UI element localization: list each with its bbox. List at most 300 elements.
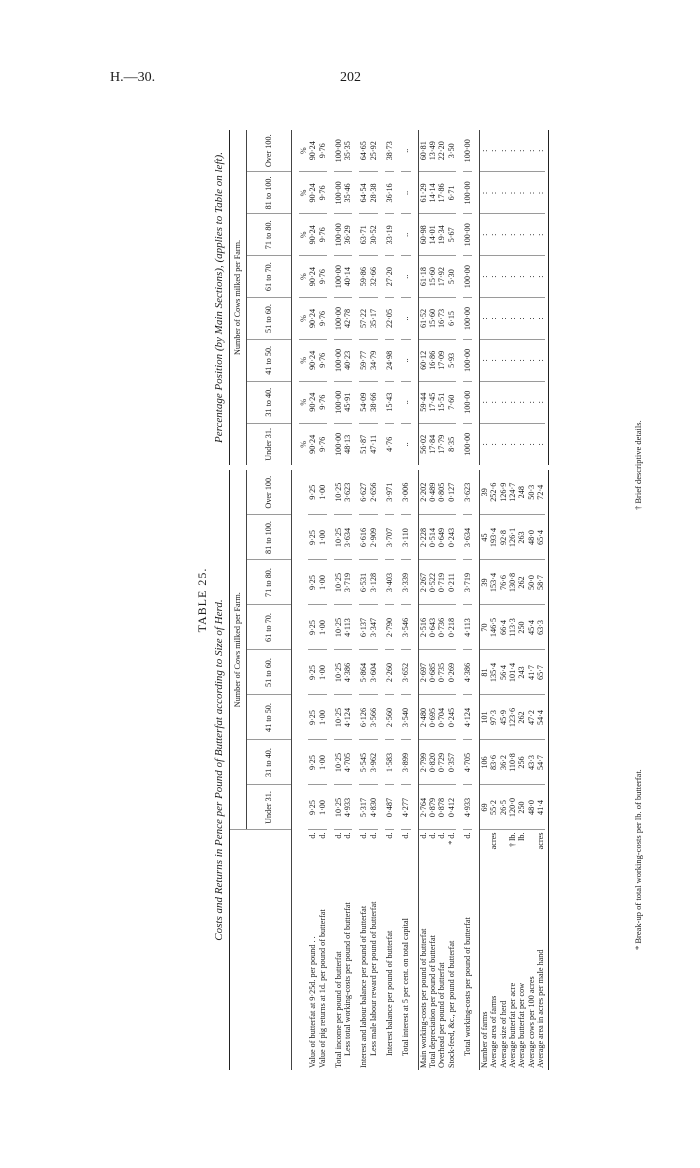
right-section-title: Percentage Position (by Main Sections), (applies to Table on left). [213, 152, 225, 443]
pct-cell: 35·17 [369, 298, 378, 340]
row-label: Interest and labour balance per pound of butterfat [359, 905, 369, 1068]
value-cell: 6·126 [359, 695, 368, 740]
table-row [489, 470, 498, 1070]
pct-cell-empty: : [536, 214, 545, 256]
value-cell: 113·3 [508, 605, 517, 650]
value-cell: 56·4 [499, 650, 508, 695]
value-cell: 4·933 [343, 785, 352, 830]
pct-cell: 17·84 [427, 434, 437, 454]
pct-cell-empty: : [508, 298, 517, 340]
pct-cell: 25·92 [369, 130, 378, 172]
value-cell: 2·560 [385, 695, 394, 740]
pct-cell-empty: : [498, 443, 508, 446]
value-cell: 0·412 [447, 785, 456, 830]
value-cell: 4·386 [343, 650, 352, 695]
value-cell: 110·8 [508, 740, 517, 785]
pct-cell-empty: : [508, 443, 518, 446]
pct-cell: 13·49 [428, 130, 437, 172]
rotated-table-area [195, 130, 650, 1070]
value-cell: 50·0 [527, 560, 536, 605]
column-header: 71 to 80. [247, 560, 292, 605]
pct-cell-empty: : [499, 172, 508, 214]
pct-cell: 40·23 [343, 339, 352, 381]
pct-cell: .. [401, 172, 410, 214]
value-cell: 54·4 [536, 695, 545, 740]
value-cell: 2·799 [418, 740, 428, 785]
unit-text: d. [368, 832, 378, 839]
value-cell: 3·566 [369, 695, 378, 740]
pct-cell-empty: : [527, 298, 536, 340]
unit-text: d. [418, 832, 428, 839]
pct-symbol: % [299, 214, 308, 256]
value-cell: 43·3 [527, 740, 536, 785]
table-row [447, 470, 456, 1070]
unit-text: d. [446, 832, 456, 839]
pct-cell-empty: : [480, 256, 490, 298]
value-cell: 9·25 [308, 560, 317, 605]
pct-cell: 100·00 [463, 381, 472, 423]
pct-cell-empty: : [536, 130, 545, 172]
left-section-title: Costs and Returns in Pence per Pound of Butterfat according to Size of Herd. [213, 599, 225, 941]
column-header-pct: 71 to 80. [247, 214, 292, 256]
pct-cell: 100·00 [463, 256, 472, 298]
pct-cell: 100·00 [334, 381, 343, 423]
unit-text: acres [489, 832, 499, 850]
row-label: Stock-feed, &c., per pound of butterfat [446, 940, 456, 1068]
pct-cell: 33·19 [385, 214, 394, 256]
table-row [418, 470, 428, 1070]
pct-cell: 64·54 [359, 172, 368, 214]
pct-cell: 9·76 [318, 214, 327, 256]
pct-cell-empty: : [517, 381, 526, 423]
pct-cell-empty: : [526, 443, 536, 446]
unit-text: d. [343, 832, 353, 839]
pct-cell: 100·00 [463, 130, 472, 172]
value-cell: 248 [517, 470, 526, 515]
column-header: 41 to 50. [247, 695, 292, 740]
value-cell: 0·735 [437, 650, 446, 695]
pct-cell: .. [401, 339, 410, 381]
pct-cell: 22·05 [385, 298, 394, 340]
pct-cell: 90·24 [308, 214, 317, 256]
pct-cell: 15·60 [428, 256, 437, 298]
value-cell: 0·878 [437, 785, 446, 830]
pct-symbol: % [299, 172, 308, 214]
value-cell: 69 [480, 785, 490, 830]
value-cell: 153·4 [489, 560, 498, 605]
pct-cell-empty: : [527, 256, 536, 298]
row-unit [308, 830, 317, 858]
column-header-pct: 61 to 70. [247, 256, 292, 298]
page-number: 202 [340, 70, 361, 85]
pct-cell: 36·29 [343, 214, 352, 256]
value-cell: 0·649 [437, 515, 446, 560]
table-row [308, 470, 317, 1070]
pct-cell-empty: : [536, 256, 545, 298]
costs-table [229, 470, 549, 1070]
value-cell: 0·695 [428, 695, 437, 740]
pct-cell-empty: : [489, 443, 499, 446]
row-unit [499, 830, 508, 858]
pct-cell: 9·76 [318, 339, 327, 381]
row-unit [536, 830, 545, 858]
value-cell: 54·7 [536, 740, 545, 785]
value-cell: 126·9 [499, 470, 508, 515]
value-cell: 76·6 [499, 560, 508, 605]
pct-cell: 35·35 [343, 130, 352, 172]
pct-cell-empty: : [480, 339, 490, 381]
value-cell: 36·2 [499, 740, 508, 785]
value-cell: 66·4 [499, 605, 508, 650]
value-cell: 4·933 [463, 785, 472, 830]
pct-cell: 59·86 [359, 256, 368, 298]
pct-cell: 32·66 [369, 256, 378, 298]
column-header: Under 31. [247, 785, 292, 830]
value-cell: 6·616 [359, 515, 368, 560]
pct-row [343, 130, 352, 465]
pct-cell-empty: : [535, 443, 545, 446]
pct-cell: 38·73 [385, 130, 394, 172]
pct-row [527, 130, 536, 465]
value-cell: 3·719 [343, 560, 352, 605]
pct-cell: 14·01 [428, 214, 437, 256]
row-label: Interest balance per pound of butterfat [385, 930, 395, 1056]
value-cell: 4·705 [343, 740, 352, 785]
value-cell: 0·357 [447, 740, 456, 785]
pct-cell: 48·13 [343, 434, 353, 454]
pct-row [508, 130, 517, 465]
pct-cell: 90·24 [308, 434, 318, 454]
value-cell: 10·25 [334, 470, 343, 515]
pct-cell: 59·44 [418, 381, 428, 423]
value-cell: 81 [480, 650, 490, 695]
pct-cell: 64·65 [359, 130, 368, 172]
pct-symbol: % [299, 130, 308, 172]
pct-cell-empty: : [527, 172, 536, 214]
pct-cell: 15·43 [385, 381, 394, 423]
column-header: 61 to 70. [247, 605, 292, 650]
row-label: Total depreciation per pound of butterfat [427, 935, 437, 1068]
pct-cell: .. [401, 256, 410, 298]
value-cell: 1·00 [318, 560, 327, 605]
pct-cell: .. [401, 214, 410, 256]
pct-cell: 14·14 [428, 172, 437, 214]
value-cell: 3·006 [401, 470, 410, 515]
value-cell: 4·830 [369, 785, 378, 830]
pct-cell: 100·00 [462, 432, 472, 456]
pct-cell-empty: : [527, 130, 536, 172]
value-cell: 2·516 [418, 605, 428, 650]
value-cell: 3·623 [463, 470, 472, 515]
value-cell: 256 [517, 740, 526, 785]
value-cell: 9·25 [308, 785, 317, 830]
pct-cell: 22·20 [437, 130, 446, 172]
value-cell: 250 [517, 785, 526, 830]
unit-text: lb. [508, 832, 518, 841]
pct-row [334, 130, 343, 465]
unit-text: d. [462, 832, 472, 839]
value-cell: 2·267 [418, 560, 428, 605]
value-cell: 135·4 [489, 650, 498, 695]
pct-cell: 61·52 [418, 298, 428, 340]
pct-cell-empty: : [536, 381, 545, 423]
value-cell: 0·245 [447, 695, 456, 740]
row-label: Overhead per pound of butterfat [437, 962, 447, 1068]
pct-cell-empty: : [527, 381, 536, 423]
value-cell: 0·736 [437, 605, 446, 650]
row-unit [343, 830, 352, 858]
table-row [334, 470, 343, 1070]
value-cell: 2·228 [418, 515, 428, 560]
pct-cell: 19·34 [437, 214, 446, 256]
value-cell: 6·531 [359, 560, 368, 605]
value-cell: 9·25 [308, 605, 317, 650]
value-cell: 0·243 [447, 515, 456, 560]
value-cell: 39 [480, 560, 490, 605]
pct-row [447, 130, 456, 465]
column-header-pct: 51 to 60. [247, 298, 292, 340]
value-cell: 9·25 [308, 470, 317, 515]
pct-cell: 90·24 [308, 298, 317, 340]
value-cell: 3·110 [401, 515, 410, 560]
value-cell: 0·805 [437, 470, 446, 515]
unit-text: d. [359, 832, 369, 839]
pct-cell: 6·15 [447, 298, 456, 340]
pct-cell-empty: : [527, 214, 536, 256]
unit-text: d. [317, 832, 327, 839]
pct-cell: 6·71 [447, 172, 456, 214]
row-unit [527, 830, 536, 858]
pct-cell: 17·79 [437, 434, 447, 454]
pct-cell-empty: : [489, 298, 498, 340]
table-row [499, 470, 508, 1070]
row-unit [508, 830, 517, 858]
value-cell: 2·790 [385, 605, 394, 650]
row-unit [401, 830, 410, 858]
pct-cell: 5·67 [447, 214, 456, 256]
pct-cell-empty: : [536, 298, 545, 340]
value-cell: 9·25 [308, 515, 317, 560]
row-label: Less total working-costs per pound of butterfat [343, 902, 353, 1056]
row-unit [385, 830, 394, 858]
pct-row [369, 130, 378, 465]
value-cell: 3·899 [401, 740, 410, 785]
unit-text: d. [401, 832, 411, 839]
value-cell: 0·643 [428, 605, 437, 650]
pct-cell: 100·00 [334, 172, 343, 214]
value-cell: 243 [517, 650, 526, 695]
value-cell: 3·634 [343, 515, 352, 560]
value-cell: 2·260 [385, 650, 394, 695]
value-cell: 47·2 [527, 695, 536, 740]
value-cell: 5·864 [359, 650, 368, 695]
value-cell: 126·1 [508, 515, 517, 560]
value-cell: 10·25 [334, 560, 343, 605]
pct-cell: 9·76 [318, 172, 327, 214]
column-header-pct: 41 to 50. [247, 339, 292, 381]
table-row [527, 470, 536, 1070]
value-cell: 5·545 [359, 740, 368, 785]
pct-cell-empty: : [536, 172, 545, 214]
pct-cell: 40·14 [343, 256, 352, 298]
table-row [385, 470, 394, 1070]
table-title: TABLE 25. [195, 567, 209, 633]
pct-cell: 5·93 [447, 339, 456, 381]
row-unit [318, 830, 327, 858]
value-cell: 0·218 [447, 605, 456, 650]
value-cell: 120·0 [508, 785, 517, 830]
value-cell: 3·634 [463, 515, 472, 560]
value-cell: 1·00 [318, 740, 327, 785]
value-cell: 2·480 [418, 695, 428, 740]
unit-text: d. [308, 832, 318, 839]
value-cell: 3·707 [385, 515, 394, 560]
unit-text: lb. [517, 832, 527, 841]
unit-text: d. [437, 832, 447, 839]
footnote-working-costs: * Break-up of total working-costs per lb. of butterfat. [633, 769, 643, 950]
pct-cell: 17·45 [428, 381, 437, 423]
value-cell: 48·0 [527, 515, 536, 560]
pct-cell-empty: : [517, 214, 526, 256]
pct-cell: 54·09 [359, 381, 368, 423]
pct-cell-empty: : [508, 130, 517, 172]
pct-cell-empty: : [499, 339, 508, 381]
pct-cell: 100·00 [334, 298, 343, 340]
pct-cell: 60·81 [418, 130, 428, 172]
row-label: Less male labour reward per pound of butterfat [368, 901, 378, 1056]
value-cell: 1·583 [385, 740, 394, 785]
value-cell: 124·7 [508, 470, 517, 515]
value-cell: 70 [480, 605, 490, 650]
pct-cell: 36·16 [385, 172, 394, 214]
pct-cell: 9·76 [318, 256, 327, 298]
pct-cell: 90·24 [308, 339, 317, 381]
value-cell: 0·719 [437, 560, 446, 605]
value-cell: 3·339 [401, 560, 410, 605]
value-cell: 83·6 [489, 740, 498, 785]
pct-cell: 100·00 [334, 339, 343, 381]
pct-cell: 100·00 [333, 432, 343, 456]
pct-cell: 90·24 [308, 256, 317, 298]
value-cell: 4·124 [463, 695, 472, 740]
value-cell: 6·627 [359, 470, 368, 515]
row-label: Total interest at 5 per cent. on total capital [401, 918, 411, 1056]
value-cell: 2·202 [418, 470, 428, 515]
pct-cell: 47·11 [368, 434, 378, 454]
value-cell: 65·4 [536, 515, 545, 560]
column-header-pct: Over 100. [247, 130, 292, 172]
row-label: Average size of herd [498, 1000, 508, 1068]
value-cell: 3·128 [369, 560, 378, 605]
pct-row [499, 130, 508, 465]
pct-row [385, 130, 394, 465]
percentage-table [229, 130, 549, 465]
pct-cell-empty: : [489, 339, 498, 381]
pct-row [463, 130, 472, 465]
value-cell: 9·25 [308, 650, 317, 695]
value-cell: 48·0 [527, 785, 536, 830]
unit-text: d. [333, 832, 343, 839]
group-header: Number of Cows milked per Farm. [230, 470, 247, 830]
column-header: 31 to 40. [247, 740, 292, 785]
pct-cell-empty: : [489, 256, 498, 298]
pct-cell: 30·52 [369, 214, 378, 256]
row-label: Total working-costs per pound of butterfat [462, 917, 472, 1056]
unit-text: d. [427, 832, 437, 839]
value-cell: 92·8 [499, 515, 508, 560]
value-cell: 106 [480, 740, 490, 785]
value-cell: 3·971 [385, 470, 394, 515]
value-cell: 97·3 [489, 695, 498, 740]
value-cell: 3·604 [369, 650, 378, 695]
pct-row [428, 130, 437, 465]
value-cell: 2·909 [369, 515, 378, 560]
value-cell: 0·704 [437, 695, 446, 740]
value-cell: 101·4 [508, 650, 517, 695]
pct-cell: 17·09 [437, 339, 446, 381]
row-label: Total income per pound of butterfat [333, 951, 343, 1068]
row-unit [489, 830, 498, 858]
row-unit [428, 830, 437, 858]
pct-cell: 100·00 [334, 214, 343, 256]
pct-cell: 100·00 [334, 130, 343, 172]
value-cell: 1·00 [318, 470, 327, 515]
column-header-pct: Under 31. [247, 423, 292, 465]
pct-symbol-row [299, 130, 308, 465]
pct-cell: 17·92 [437, 256, 446, 298]
value-cell: 2·656 [369, 470, 378, 515]
value-cell: 2·697 [418, 650, 428, 695]
pct-cell: 5·30 [447, 256, 456, 298]
value-cell: 45 [480, 515, 490, 560]
value-cell: 55·2 [489, 785, 498, 830]
value-cell: 9·25 [308, 740, 317, 785]
table-row [401, 470, 410, 1070]
pct-row [359, 130, 368, 465]
pct-cell: 61·29 [418, 172, 428, 214]
pct-cell-empty: : [480, 381, 490, 423]
value-cell: 146·5 [489, 605, 498, 650]
value-cell: 1·00 [318, 695, 327, 740]
pct-symbol: % [299, 298, 308, 340]
value-cell: 0·879 [428, 785, 437, 830]
pct-row [401, 130, 410, 465]
pct-cell-empty: : [536, 339, 545, 381]
pct-row [318, 130, 327, 465]
pct-cell: 28·38 [369, 172, 378, 214]
value-cell: 10·25 [334, 695, 343, 740]
value-cell: 1·00 [318, 785, 327, 830]
pct-cell-empty: : [499, 381, 508, 423]
value-cell: 0·127 [447, 470, 456, 515]
pct-cell-empty: : [499, 130, 508, 172]
pct-cell: 35·46 [343, 172, 352, 214]
value-cell: 45·9 [499, 695, 508, 740]
row-unit [463, 830, 472, 858]
pct-cell-empty: : [499, 256, 508, 298]
pct-cell: 90·24 [308, 381, 317, 423]
table-row [480, 470, 490, 1070]
pct-cell: 8·35 [446, 436, 456, 452]
value-cell: 6·137 [359, 605, 368, 650]
row-label: Number of farms [480, 1011, 490, 1068]
pct-cell: 9·76 [318, 381, 327, 423]
table-row [343, 470, 352, 1070]
pct-cell-empty: : [517, 130, 526, 172]
table-row [318, 470, 327, 1070]
pct-cell-empty: : [499, 298, 508, 340]
row-label: Average butterfat per acre [508, 982, 518, 1068]
